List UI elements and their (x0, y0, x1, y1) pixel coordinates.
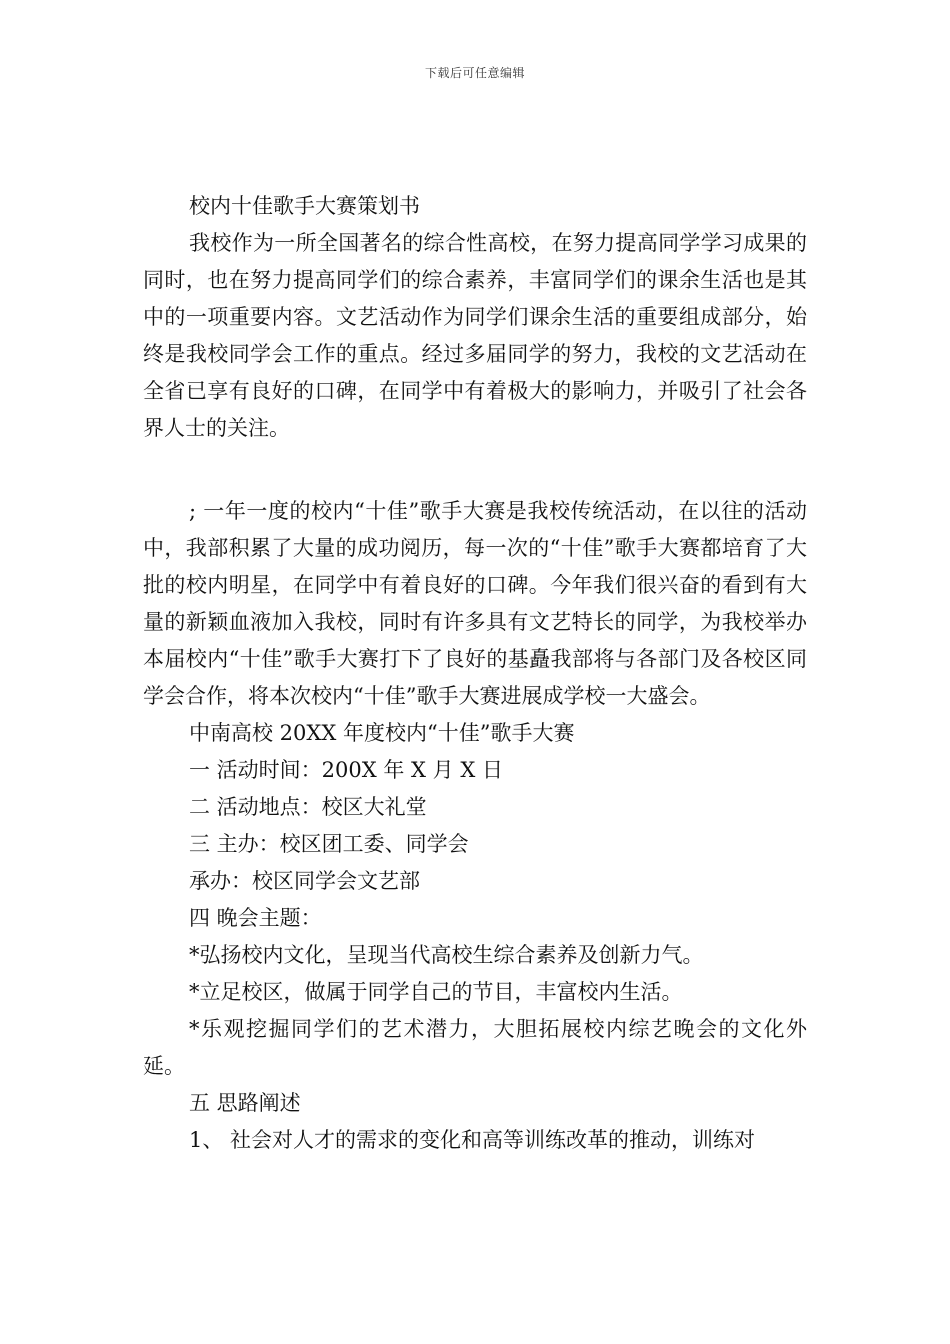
theme-heading: 四 晚会主题： (189, 906, 322, 930)
organizer: 三 主办：校区团工委、同学会 (189, 832, 469, 856)
co-organizer: 承办：校区同学会文艺部 (189, 869, 420, 893)
intro-paragraph: 我校作为一所全国著名的综合性高校，在努力提高同学学习成果的同时，也在努力提高同学们的综合素养，丰富同学们的课余生活也是其中的一项重要内容。文艺活动作为同学们课余生活的重要组成部分，始终是我校同学会工作的重点。经过多届同学的努力，我校的文艺活动在全省已享有良好的口碑，在同学中有着极大的影响力，并吸引了社会各界人士的关注。 (143, 231, 807, 440)
document-title: 校内十佳歌手大赛策划书 (189, 194, 420, 218)
point-one: 1、 社会对人才的需求的变化和高等训练改革的推动，训练对 (189, 1128, 756, 1152)
activity-location: 二 活动地点：校区大礼堂 (189, 795, 427, 819)
theme-item: *弘扬校内文化，呈现当代高校生综合素养及创新力气。 (189, 943, 704, 967)
document-body (143, 188, 807, 1159)
section-five-heading: 五 思路阐述 (189, 1091, 301, 1115)
second-paragraph: ; 一年一度的校内“十佳”歌手大赛是我校传统活动，在以往的活动中，我部积累了大量的成功阅历，每一次的“十佳”歌手大赛都培育了大批的校内明星，在同学中有着良好的口碑。今年我们很兴奋的看到有大量的新颖血液加入我校，同时有许多具有文艺特长的同学，为我校举办本届校内“十佳”歌手大赛打下了良好的基矗我部将与各部门及各校区同学会合作，将本次校内“十佳”歌手大赛进展成学校一大盛会。 (143, 499, 807, 708)
event-name: 中南高校 20XX 年度校内“十佳”歌手大赛 (189, 721, 575, 745)
activity-time: 一 活动时间：200X 年 X 月 X 日 (189, 758, 503, 782)
blank-line (143, 447, 807, 484)
theme-item: *乐观挖掘同学们的艺术潜力，大胆拓展校内综艺晚会的文化外延。 (143, 1017, 807, 1078)
page-header-note: 下载后可任意编辑 (424, 66, 525, 80)
theme-item: *立足校区，做属于同学自己的节目，丰富校内生活。 (189, 980, 683, 1004)
